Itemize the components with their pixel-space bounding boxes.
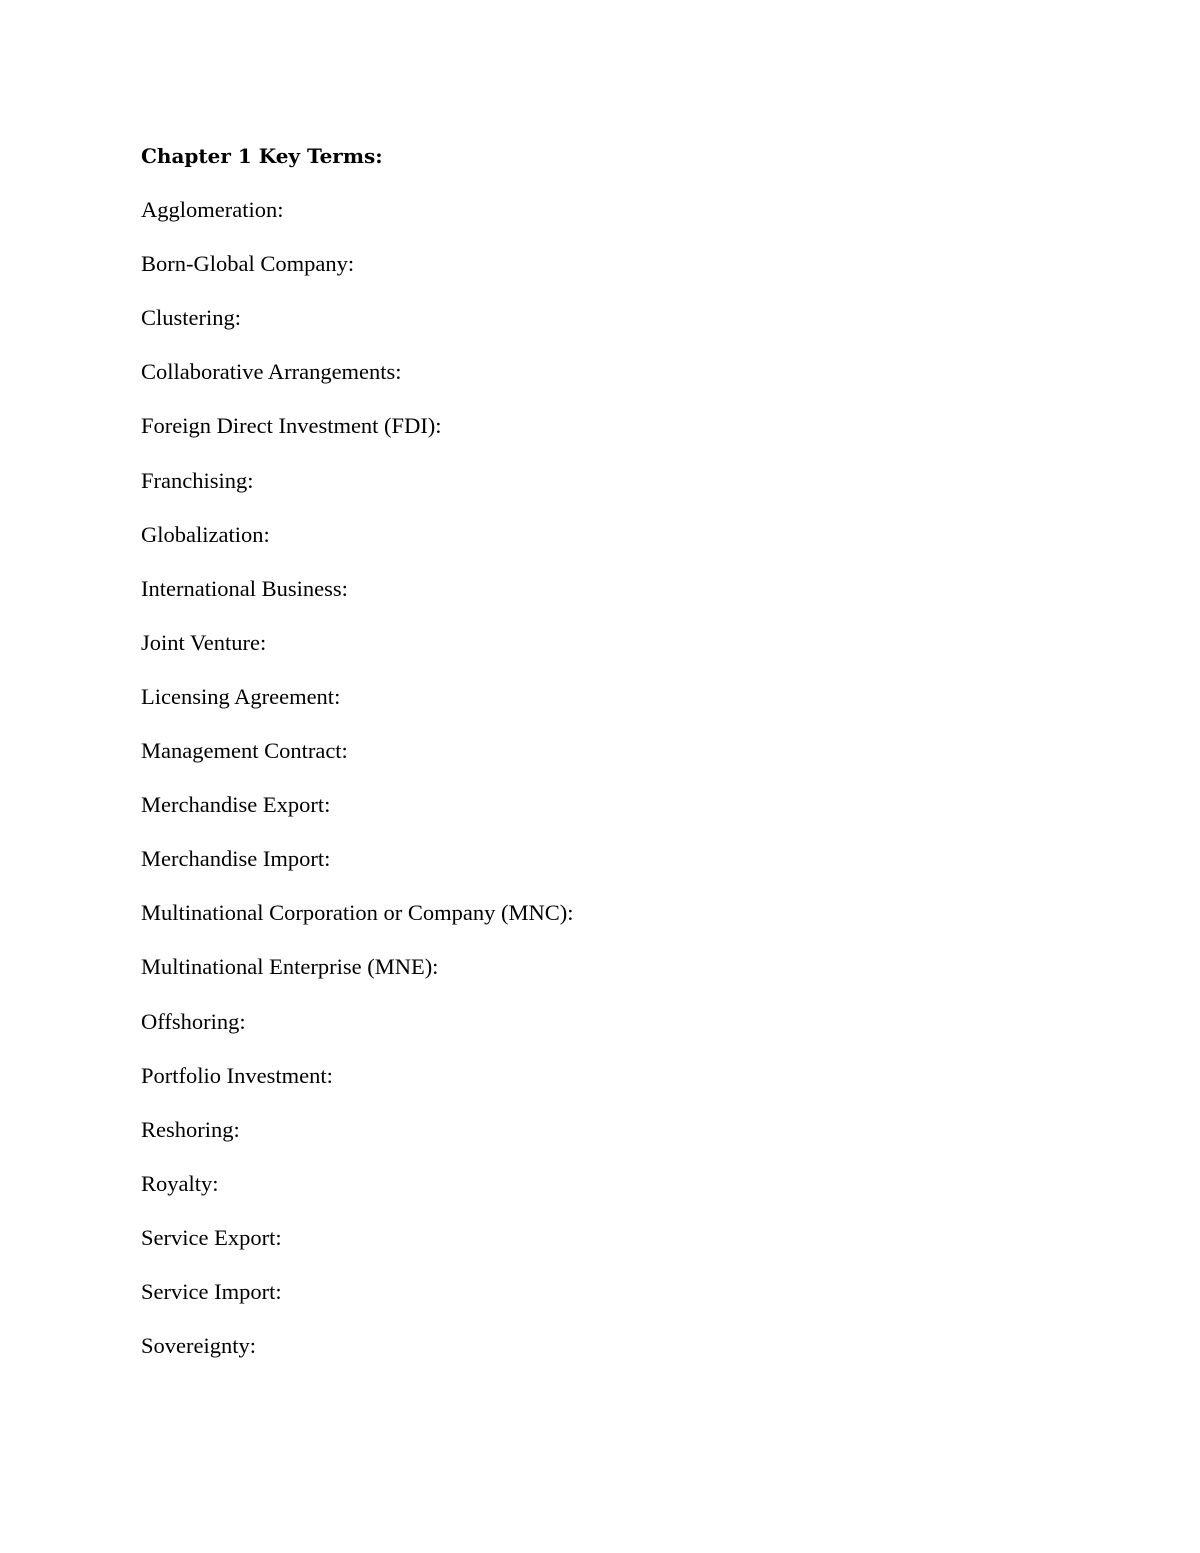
term-joint-venture: Joint Venture: [141,629,267,655]
term-management-contract: Management Contract: [141,738,348,764]
term-globalization: Globalization: [141,521,270,547]
term-service-import: Service Import: [141,1278,282,1304]
term-born-global-company: Born-Global Company: [141,251,355,277]
term-offshoring: Offshoring: [141,1008,246,1034]
term-reshoring: Reshoring: [141,1116,240,1142]
term-portfolio-investment: Portfolio Investment: [141,1062,333,1088]
term-clustering: Clustering: [141,305,241,331]
page-title: Chapter 1 Key Terms: [141,144,383,168]
term-agglomeration: Agglomeration: [141,197,284,223]
term-international-business: International Business: [141,575,348,601]
term-merchandise-export: Merchandise Export: [141,792,331,818]
term-collaborative-arrangements: Collaborative Arrangements: [141,359,402,385]
term-royalty: Royalty: [141,1170,219,1196]
term-service-export: Service Export: [141,1224,282,1250]
term-multinational-enterprise: Multinational Enterprise (MNE): [141,954,439,980]
term-licensing-agreement: Licensing Agreement: [141,683,341,709]
term-foreign-direct-investment: Foreign Direct Investment (FDI): [141,413,442,439]
document-body [141,139,1041,1383]
term-multinational-corporation: Multinational Corporation or Company (MNC): [141,900,574,926]
term-franchising: Franchising: [141,467,254,493]
term-merchandise-import: Merchandise Import: [141,846,331,872]
term-sovereignty: Sovereignty: [141,1333,256,1359]
